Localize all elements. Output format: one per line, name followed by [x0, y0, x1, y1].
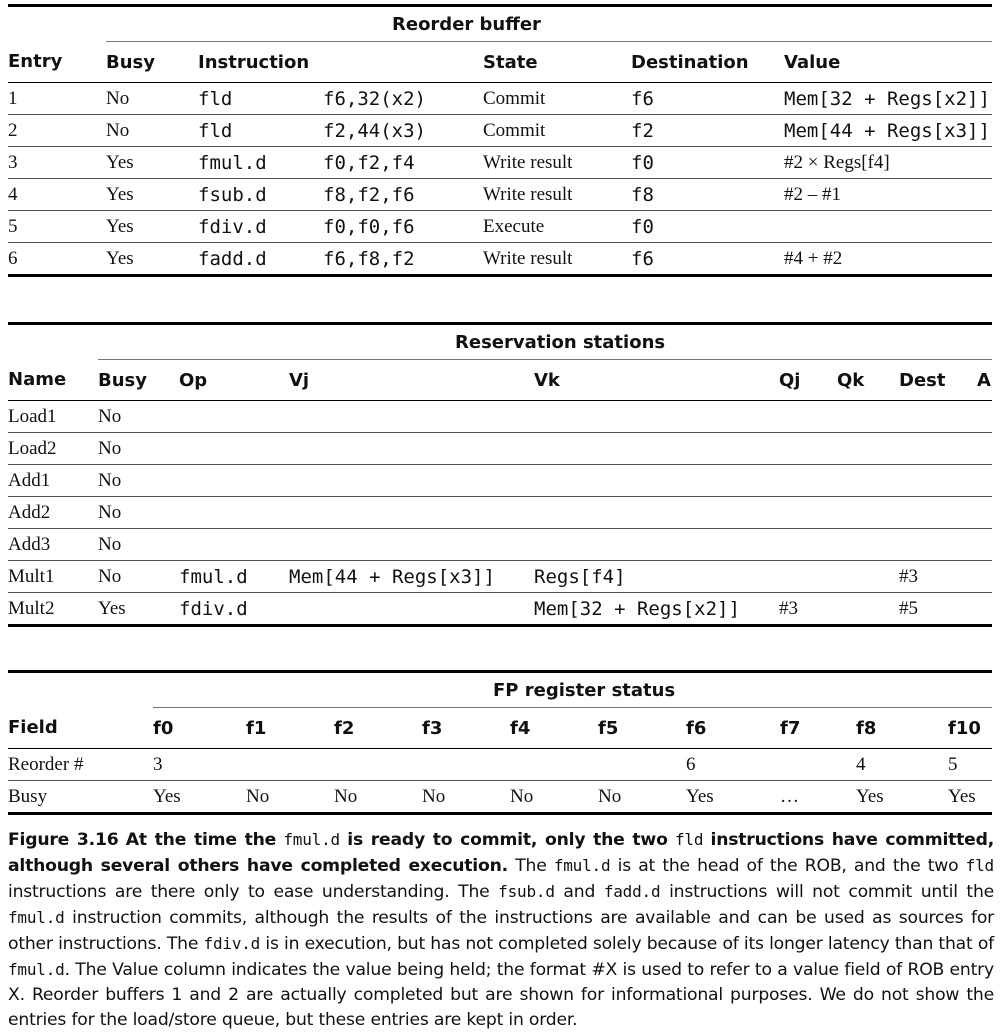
fp-col-reg: f3: [422, 708, 510, 749]
rs-a: [977, 561, 992, 593]
rs-dest: [899, 465, 977, 497]
caption-bold-text: instructions have committed, although several others have completed execution.: [8, 830, 995, 876]
rs-qj: [779, 465, 837, 497]
rs-vj: [289, 465, 534, 497]
rs-col-qk: Qk: [837, 360, 899, 401]
fp-col-reg: f8: [856, 708, 948, 749]
rob-state: Write result: [483, 179, 631, 211]
fp-body: [8, 749, 992, 814]
table-row: [8, 243, 992, 276]
fp-col-reg: f7: [780, 708, 856, 749]
rob-instruction-args: f2,44(x3): [323, 115, 483, 147]
fp-reorder-cell: [510, 749, 598, 781]
table-row: [8, 211, 992, 243]
rob-destination: f6: [631, 243, 784, 276]
caption-code: fld: [674, 830, 704, 849]
fp-busy-cell: No: [510, 781, 598, 814]
caption-code: fadd.d: [603, 882, 661, 901]
fp-col-reg: f2: [334, 708, 422, 749]
caption-code: fdiv.d: [203, 934, 261, 953]
fp-header-row: [8, 708, 992, 749]
rob-instruction-op: fld: [198, 83, 323, 115]
rob-col-instruction: Instruction: [198, 42, 483, 83]
rs-dest: [899, 433, 977, 465]
rob-busy: Yes: [106, 211, 198, 243]
fp-busy-cell: No: [598, 781, 686, 814]
caption-text: instructions are there only to ease understanding. The: [8, 882, 490, 902]
rob-body: [8, 83, 992, 276]
rs-qk: [837, 433, 899, 465]
rs-op: [179, 529, 289, 561]
rob-instruction-op: fsub.d: [198, 179, 323, 211]
fp-reorder-cell: 5: [948, 749, 992, 781]
table-row: [8, 83, 992, 115]
rs-qj: [779, 401, 837, 433]
rs-name: Load1: [8, 401, 98, 433]
rob-col-busy: Busy: [106, 42, 198, 83]
fp-reorder-cell: 6: [686, 749, 780, 781]
rob-value: #4 + #2: [784, 243, 992, 276]
caption-code: fmul.d: [8, 908, 65, 927]
caption-code: fsub.d: [498, 882, 555, 901]
caption-bold-text: is ready to commit, only the two: [347, 830, 668, 850]
rs-title: Reservation stations: [98, 324, 992, 360]
fp-col-reg: f0: [153, 708, 246, 749]
rob-destination: f6: [631, 83, 784, 115]
rob-title: Reorder buffer: [106, 6, 992, 42]
rs-vk: [534, 433, 779, 465]
table-row: [8, 465, 992, 497]
rs-op: fdiv.d: [179, 593, 289, 626]
rs-body: [8, 401, 992, 626]
rs-qj: #3: [779, 593, 837, 626]
fp-reorder-row: [8, 749, 992, 781]
rob-entry: 4: [8, 179, 106, 211]
rs-op: [179, 465, 289, 497]
rs-col-dest: Dest: [899, 360, 977, 401]
rob-instruction-args: f8,f2,f6: [323, 179, 483, 211]
caption-text: The: [515, 856, 547, 876]
caption-text: is at the head of the ROB, and the two: [617, 856, 959, 876]
fp-col-reg: f6: [686, 708, 780, 749]
rs-a: [977, 433, 992, 465]
rob-busy: Yes: [106, 147, 198, 179]
caption-code: fmul.d: [553, 856, 611, 875]
rob-busy: No: [106, 83, 198, 115]
rob-col-value: Value: [784, 42, 992, 83]
rob-instruction-op: fmul.d: [198, 147, 323, 179]
rob-instruction-args: f6,32(x2): [323, 83, 483, 115]
table-row: [8, 115, 992, 147]
rob-col-entry: Entry: [8, 42, 106, 83]
fp-busy-cell: No: [422, 781, 510, 814]
rob-state: Commit: [483, 115, 631, 147]
rs-op: [179, 401, 289, 433]
table-row: [8, 593, 992, 626]
caption-text: is in execution, but has not completed solely because of its longer latency than that of: [265, 934, 994, 954]
rs-vj: [289, 529, 534, 561]
rs-qk: [837, 529, 899, 561]
rob-instruction-args: f6,f8,f2: [323, 243, 483, 276]
reorder-buffer-table: [8, 4, 992, 277]
table-row: [8, 179, 992, 211]
rs-vk: [534, 465, 779, 497]
rob-state: Write result: [483, 147, 631, 179]
rs-name: Mult2: [8, 593, 98, 626]
rs-qk: [837, 465, 899, 497]
table-row: [8, 497, 992, 529]
fp-col-reg: f10: [948, 708, 992, 749]
fp-busy-cell: No: [246, 781, 334, 814]
rs-name: Add3: [8, 529, 98, 561]
rs-col-op: Op: [179, 360, 289, 401]
rs-qk: [837, 497, 899, 529]
caption-code: fmul.d: [8, 960, 65, 979]
rob-destination: f0: [631, 211, 784, 243]
rs-qk: [837, 593, 899, 626]
caption-bold-text: At the time the: [125, 830, 277, 850]
rs-busy: Yes: [98, 593, 179, 626]
rob-col-state: State: [483, 42, 631, 83]
rs-qk: [837, 401, 899, 433]
rs-name: Mult1: [8, 561, 98, 593]
caption-code: fmul.d: [283, 830, 340, 849]
table-row: [8, 529, 992, 561]
caption-code: fld: [965, 856, 994, 875]
fp-title: FP register status: [153, 672, 992, 708]
rs-col-a: A: [977, 360, 992, 401]
table-row: [8, 401, 992, 433]
rob-value: #2 × Regs[f4]: [784, 147, 992, 179]
rob-state: Write result: [483, 243, 631, 276]
rob-instruction-op: fdiv.d: [198, 211, 323, 243]
rs-col-qj: Qj: [779, 360, 837, 401]
rob-value: Mem[44 + Regs[x3]]: [784, 115, 992, 147]
rob-entry: 3: [8, 147, 106, 179]
rs-busy: No: [98, 529, 179, 561]
rs-busy: No: [98, 561, 179, 593]
rs-dest: #5: [899, 593, 977, 626]
rs-qj: [779, 497, 837, 529]
rs-vj: [289, 497, 534, 529]
rs-col-vk: Vk: [534, 360, 779, 401]
rs-vk: [534, 401, 779, 433]
fp-busy-cell: Yes: [948, 781, 992, 814]
caption-text: and: [563, 882, 596, 902]
rob-entry: 5: [8, 211, 106, 243]
rob-entry: 2: [8, 115, 106, 147]
rs-op: [179, 497, 289, 529]
fp-busy-cell: No: [334, 781, 422, 814]
fp-busy-cell: …: [780, 781, 856, 814]
rs-busy: No: [98, 497, 179, 529]
rs-vk: [534, 497, 779, 529]
rob-destination: f8: [631, 179, 784, 211]
rs-op: [179, 433, 289, 465]
fp-reorder-cell: [334, 749, 422, 781]
rs-busy: No: [98, 465, 179, 497]
rs-a: [977, 465, 992, 497]
rob-instruction-args: f0,f2,f4: [323, 147, 483, 179]
fp-register-status-table: [8, 670, 992, 815]
rob-state: Commit: [483, 83, 631, 115]
rob-value: [784, 211, 992, 243]
table-row: [8, 147, 992, 179]
rs-qj: [779, 561, 837, 593]
rs-name: Load2: [8, 433, 98, 465]
rs-vk: Regs[f4]: [534, 561, 779, 593]
fp-row-label: Busy: [8, 781, 153, 814]
rob-header-row: [8, 42, 992, 83]
rs-col-busy: Busy: [98, 360, 179, 401]
fp-reorder-cell: [246, 749, 334, 781]
rs-dest: [899, 529, 977, 561]
reservation-stations-table: [8, 322, 992, 627]
caption-text: instruction commits, although the results of the instructions are available and can be used as sources for other instructions. The: [8, 908, 994, 954]
rs-dest: [899, 401, 977, 433]
caption-text: instructions will not commit until the: [669, 882, 995, 902]
fp-busy-row: [8, 781, 992, 814]
rob-busy: Yes: [106, 243, 198, 276]
table-row: [8, 561, 992, 593]
rs-name: Add1: [8, 465, 98, 497]
rs-dest: [899, 497, 977, 529]
fp-reorder-cell: [780, 749, 856, 781]
fp-busy-cell: Yes: [153, 781, 246, 814]
rob-instruction-op: fld: [198, 115, 323, 147]
rs-qj: [779, 433, 837, 465]
table-row: [8, 433, 992, 465]
rob-entry: 6: [8, 243, 106, 276]
rs-vj: [289, 401, 534, 433]
rs-vj: [289, 433, 534, 465]
rs-busy: No: [98, 433, 179, 465]
caption-text: . The Value column indicates the value being held; the format #X is used to refer to a value field of ROB entry X. Reorder buffers 1 and 2 are actually completed but are shown for informational purposes. We do not show the entries for the load/store queue, but these entries are kept in order.: [8, 960, 994, 1030]
fp-col-field: Field: [8, 708, 153, 749]
rob-entry: 1: [8, 83, 106, 115]
rs-a: [977, 497, 992, 529]
rs-op: fmul.d: [179, 561, 289, 593]
rob-instruction-op: fadd.d: [198, 243, 323, 276]
rs-name: Add2: [8, 497, 98, 529]
fp-row-label: Reorder #: [8, 749, 153, 781]
rob-busy: Yes: [106, 179, 198, 211]
rs-dest: #3: [899, 561, 977, 593]
rs-vk: Mem[32 + Regs[x2]]: [534, 593, 779, 626]
fp-col-reg: f1: [246, 708, 334, 749]
rob-value: #2 – #1: [784, 179, 992, 211]
fp-busy-cell: Yes: [856, 781, 948, 814]
fp-busy-cell: Yes: [686, 781, 780, 814]
rs-col-name: Name: [8, 360, 98, 401]
rs-col-vj: Vj: [289, 360, 534, 401]
rs-vj: Mem[44 + Regs[x3]]: [289, 561, 534, 593]
rs-a: [977, 401, 992, 433]
rs-header-row: [8, 360, 992, 401]
rs-a: [977, 529, 992, 561]
rob-state: Execute: [483, 211, 631, 243]
rs-busy: No: [98, 401, 179, 433]
rob-destination: f0: [631, 147, 784, 179]
figure-caption: [8, 827, 994, 1033]
rs-qj: [779, 529, 837, 561]
rob-instruction-args: f0,f0,f6: [323, 211, 483, 243]
rs-vj: [289, 593, 534, 626]
fp-reorder-cell: [422, 749, 510, 781]
rs-a: [977, 593, 992, 626]
rob-destination: f2: [631, 115, 784, 147]
rob-value: Mem[32 + Regs[x2]]: [784, 83, 992, 115]
rob-col-destination: Destination: [631, 42, 784, 83]
rs-vk: [534, 529, 779, 561]
fp-reorder-cell: 4: [856, 749, 948, 781]
caption-figure-number: Figure 3.16: [8, 830, 119, 850]
fp-col-reg: f5: [598, 708, 686, 749]
fp-reorder-cell: [598, 749, 686, 781]
rs-qk: [837, 561, 899, 593]
rob-busy: No: [106, 115, 198, 147]
fp-col-reg: f4: [510, 708, 598, 749]
fp-reorder-cell: 3: [153, 749, 246, 781]
